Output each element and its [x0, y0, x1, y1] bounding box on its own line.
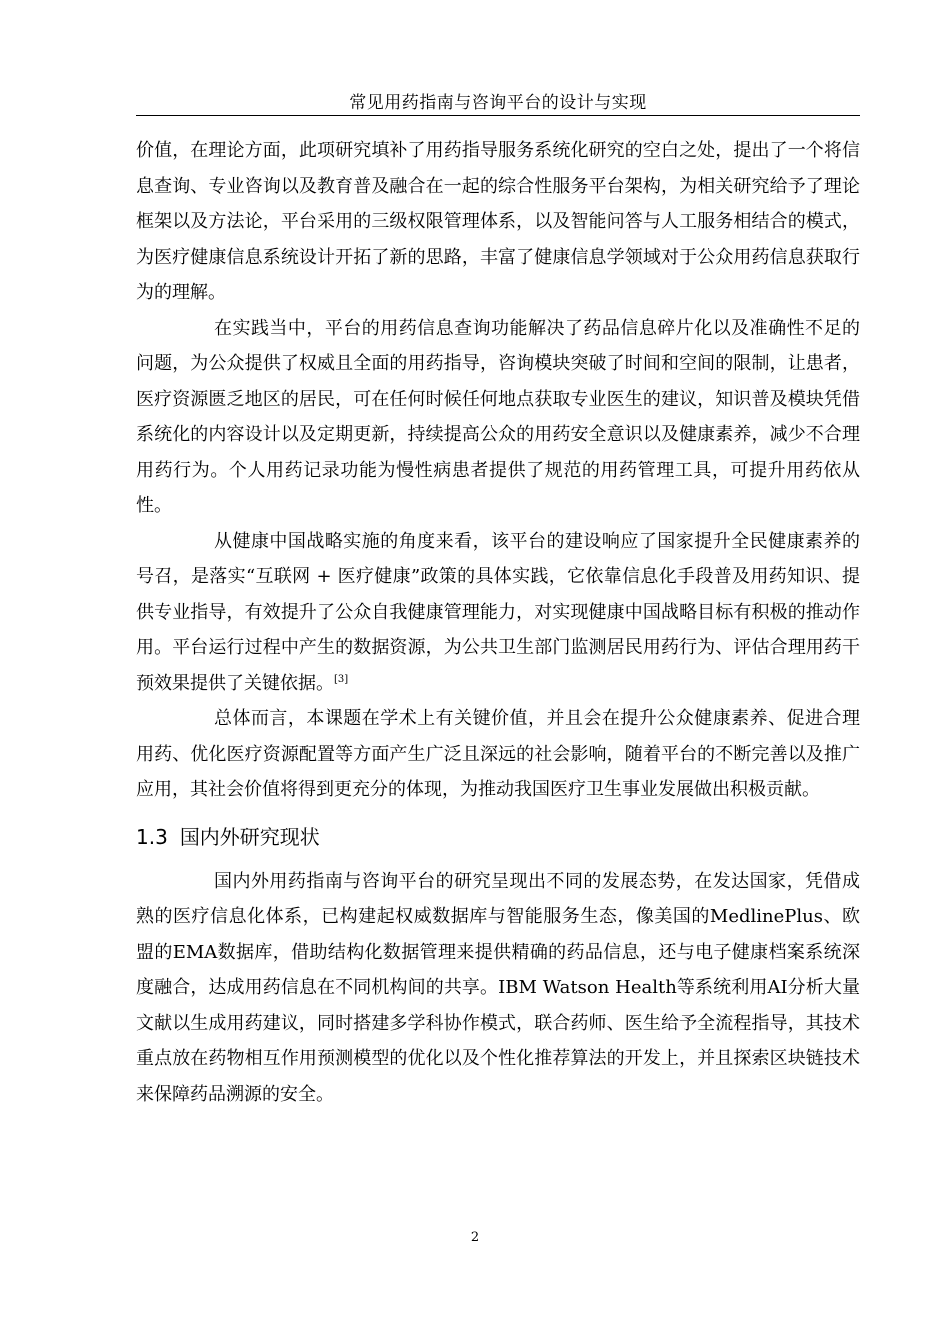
paragraph-theoretical-value: 价值，在理论方面，此项研究填补了用药指导服务系统化研究的空白之处，提出了一个将信息查询、专业咨询以及教育普及融合在一起的综合性服务平台架构，为相关研究给予了理论框架以及方法论，平台采用的三级权限管理体系，以及智能问答与人工服务相结合的模式，为医疗健康信息系统设计开拓了新的思路，丰富了健康信息学领域对于公众用药信息获取行为的理解。	[136, 140, 860, 303]
section-number: 1.3	[136, 824, 168, 849]
paragraph-healthy-china	[136, 524, 860, 702]
section-heading	[136, 818, 860, 856]
header-rule	[136, 115, 860, 116]
page-number: 2	[470, 1230, 480, 1245]
body-text	[136, 133, 860, 1112]
paragraph-research-status: 国内外用药指南与咨询平台的研究呈现出不同的发展态势，在发达国家，凭借成熟的医疗信息化体系，已构建起权威数据库与智能服务生态，像美国的MedlinePlus、欧盟的EMA数据库，借助结构化数据管理来提供精确的药品信息，还与电子健康档案系统深度融合，达成用药信息在不同机构间的共享。IBM Watson Health等系统利用AI分析大量文献以生成用药建议，同时搭建多学科协作模式，联合药师、医生给予全流程指导，其技术重点放在药物相互作用预测模型的优化以及个性化推荐算法的开发上，并且探索区块链技术来保障药品溯源的安全。	[136, 870, 860, 1105]
paragraph-practical-value: 在实践当中，平台的用药信息查询功能解决了药品信息碎片化以及准确性不足的问题，为公众提供了权威且全面的用药指导，咨询模块突破了时间和空间的限制，让患者，医疗资源匮乏地区的居民，可在任何时候任何地点获取专业医生的建议，知识普及模块凭借系统化的内容设计以及定期更新，持续提高公众的用药安全意识以及健康素养，减少不合理用药行为。个人用药记录功能为慢性病患者提供了规范的用药管理工具，可提升用药依从性。	[136, 317, 860, 516]
paragraph-summary: 总体而言，本课题在学术上有关键价值，并且会在提升公众健康素养、促进合理用药、优化医疗资源配置等方面产生广泛且深远的社会影响，随着平台的不断完善以及推广应用，其社会价值将得到更充分的体现，为推动我国医疗卫生事业发展做出积极贡献。	[136, 708, 860, 800]
paragraph-healthy-china-text: 从健康中国战略实施的角度来看，该平台的建设响应了国家提升全民健康素养的号召，是落实“互联网 + 医疗健康”政策的具体实践，它依靠信息化手段普及用药知识、提供专业指导，有效提升了公众自我健康管理能力，对实现健康中国战略目标有积极的推动作用。平台运行过程中产生的数据资源，为公共卫生部门监测居民用药行为、评估合理用药干预效果提供了关键依据。	[136, 530, 860, 694]
section-title: 国内外研究现状	[179, 824, 320, 849]
citation-ref: [3]	[334, 673, 349, 685]
running-header: 常见用药指南与咨询平台的设计与实现	[349, 93, 647, 113]
